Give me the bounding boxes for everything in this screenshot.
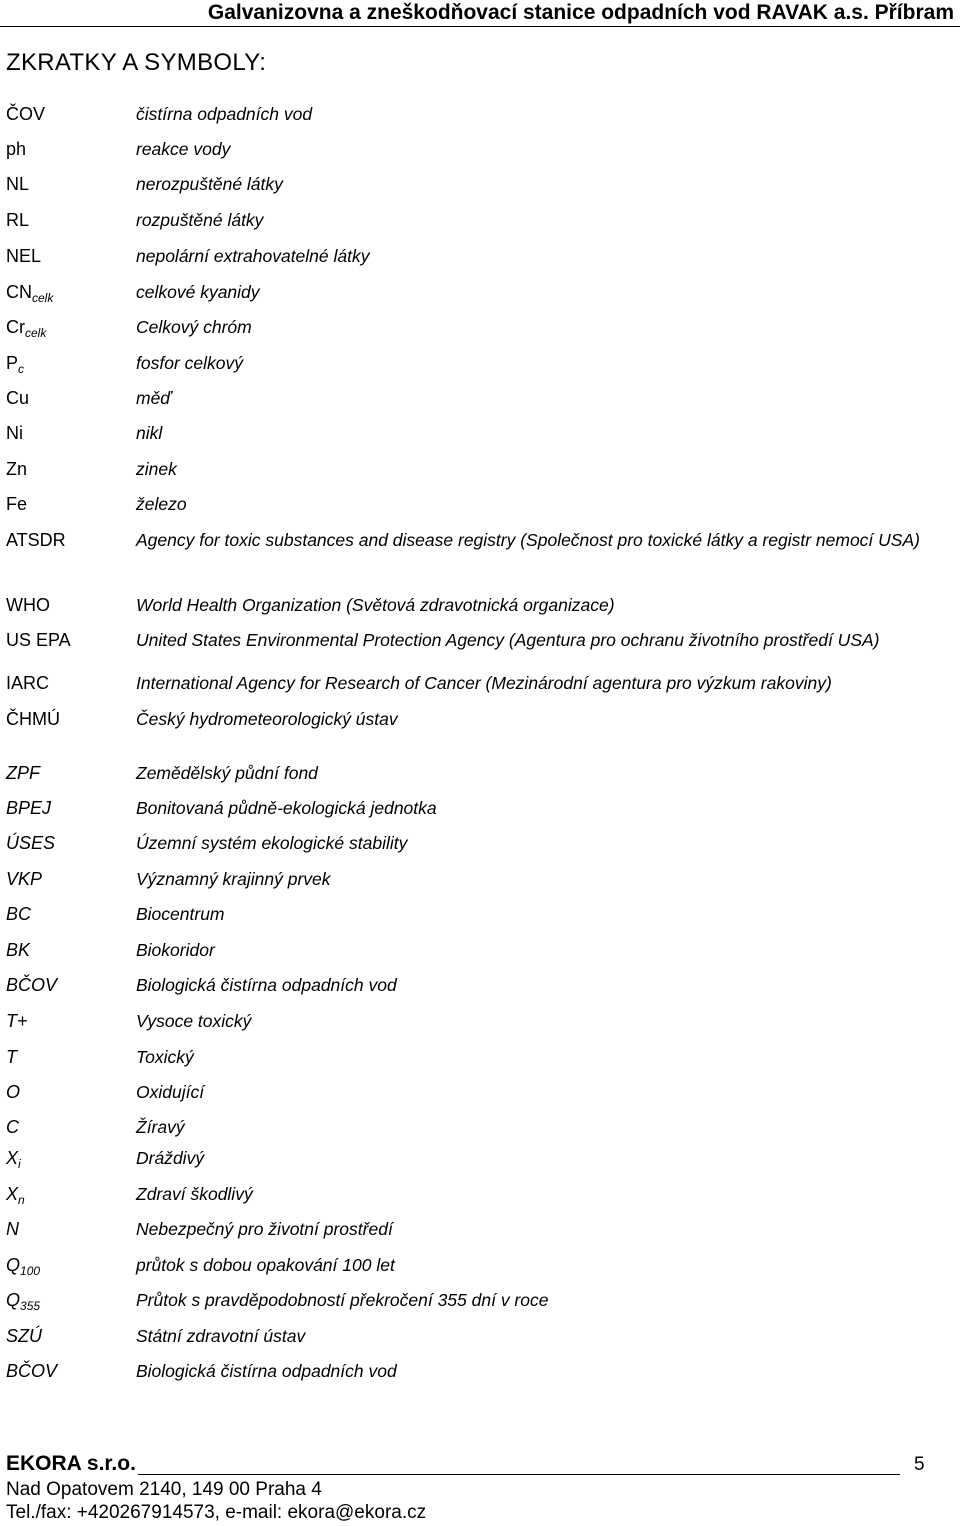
abbreviation-term — [6, 974, 57, 996]
abbreviation-definition: měď — [136, 388, 172, 408]
abbreviation-term — [6, 797, 51, 819]
abbreviation-symbol: BK — [6, 940, 31, 960]
abbreviation-symbol: C — [6, 1117, 19, 1137]
abbreviation-symbol: Ni — [6, 423, 23, 443]
abbreviation-definition: zinek — [136, 459, 177, 479]
abbreviation-subscript: c — [18, 362, 25, 376]
abbreviation-definition: Zemědělský půdní fond — [136, 763, 318, 783]
abbreviation-definition: Zdraví škodlivý — [136, 1184, 253, 1204]
abbreviation-definition: Agency for toxic substances and disease registry (Společnost pro toxické látky a registr nemocí USA) — [136, 530, 920, 550]
abbreviation-symbol: BČOV — [6, 1361, 58, 1381]
abbreviation-symbol: ZPF — [6, 763, 40, 783]
abbreviation-term — [6, 352, 24, 374]
abbreviation-term — [6, 529, 66, 551]
abbreviation-symbol: SZÚ — [6, 1326, 42, 1346]
abbreviation-symbol: BC — [6, 904, 32, 924]
abbreviation-term — [6, 629, 71, 651]
abbreviation-term — [6, 1254, 40, 1276]
abbreviation-definition: Oxidující — [136, 1082, 205, 1102]
abbreviation-symbol: NEL — [6, 246, 42, 266]
abbreviation-term — [6, 422, 23, 444]
abbreviation-term — [6, 939, 30, 961]
abbreviation-definition: nerozpuštěné látky — [136, 174, 283, 194]
abbreviation-definition: Průtok s pravděpodobností překročení 355 dní v roce — [136, 1290, 549, 1310]
abbreviation-symbol: ČHMÚ — [6, 709, 60, 729]
abbreviation-subscript: 100 — [20, 1264, 41, 1278]
abbreviation-symbol: IARC — [6, 673, 50, 693]
abbreviation-definition: Český hydrometeorologický ústav — [136, 709, 398, 729]
abbreviation-symbol: Fe — [6, 494, 28, 514]
abbreviation-symbol: BČOV — [6, 975, 58, 995]
abbreviation-definition: Biologická čistírna odpadních vod — [136, 1361, 397, 1381]
header-divider — [0, 26, 960, 27]
abbreviation-symbol: Cu — [6, 388, 30, 408]
abbreviation-symbol: N — [6, 1219, 19, 1239]
abbreviation-symbol: O — [6, 1082, 21, 1102]
abbreviation-term — [6, 762, 40, 784]
abbreviation-definition: nepolární extrahovatelné látky — [136, 246, 370, 266]
abbreviation-definition: Biocentrum — [136, 904, 225, 924]
section-title: ZKRATKY A SYMBOLY: — [6, 49, 267, 76]
abbreviation-definition: Státní zdravotní ústav — [136, 1326, 306, 1346]
abbreviation-term — [6, 1116, 19, 1138]
abbreviation-symbol: CN — [6, 282, 32, 302]
abbreviation-term — [6, 903, 31, 925]
abbreviation-subscript: i — [18, 1157, 21, 1171]
abbreviation-definition: Biokoridor — [136, 940, 215, 960]
abbreviation-symbol: WHO — [6, 595, 50, 615]
page-number: 5 — [914, 1454, 925, 1475]
abbreviation-definition: World Health Organization (Světová zdravotnická organizace) — [136, 595, 615, 615]
abbreviation-definition: rozpuštěné látky — [136, 210, 264, 230]
abbreviation-subscript: celk — [32, 291, 54, 305]
abbreviation-symbol: VKP — [6, 869, 43, 889]
abbreviation-definition: Celkový chróm — [136, 317, 252, 337]
abbreviation-symbol: NL — [6, 174, 30, 194]
abbreviation-term — [6, 173, 29, 195]
abbreviation-term — [6, 832, 55, 854]
abbreviation-symbol: ČOV — [6, 104, 46, 124]
abbreviation-term — [6, 138, 26, 160]
abbreviation-definition: čistírna odpadních vod — [136, 104, 313, 124]
abbreviation-symbol: ATSDR — [6, 530, 66, 550]
abbreviation-term — [6, 1289, 40, 1311]
abbreviation-subscript: celk — [25, 326, 47, 340]
running-header: Galvanizovna a zneškodňovací stanice odpadních vod RAVAK a.s. Příbram — [207, 1, 954, 24]
abbreviation-term — [6, 1218, 19, 1240]
abbreviation-term — [6, 458, 27, 480]
abbreviation-symbol: Q — [6, 1290, 21, 1310]
abbreviation-subscript: 355 — [20, 1299, 41, 1313]
abbreviation-definition: Žíravý — [136, 1117, 185, 1137]
abbreviation-definition: průtok s dobou opakování 100 let — [136, 1255, 395, 1275]
abbreviation-term — [6, 316, 46, 338]
abbreviation-definition: Nebezpečný pro životní prostředí — [136, 1219, 393, 1239]
footer-divider — [138, 1474, 900, 1475]
abbreviation-symbol: ph — [6, 139, 27, 159]
abbreviation-definition: International Agency for Research of Cancer (Mezinárodní agentura pro výzkum rakoviny) — [136, 673, 832, 693]
abbreviation-definition: Vysoce toxický — [136, 1011, 252, 1031]
abbreviation-term — [6, 672, 49, 694]
abbreviation-symbol: BPEJ — [6, 798, 52, 818]
abbreviation-term — [6, 1147, 21, 1169]
abbreviation-definition: celkové kyanidy — [136, 282, 260, 302]
footer-company-name: EKORA s.r.o. — [6, 1452, 136, 1475]
abbreviation-term — [6, 1183, 25, 1205]
abbreviation-definition: United States Environmental Protection Agency (Agentura pro ochranu životního prostředí USA) — [136, 630, 880, 650]
abbreviation-definition: Toxický — [136, 1047, 194, 1067]
abbreviation-term — [6, 1325, 42, 1347]
abbreviation-term — [6, 493, 27, 515]
abbreviation-term — [6, 281, 53, 303]
abbreviation-term — [6, 1010, 28, 1032]
abbreviation-term — [6, 103, 45, 125]
abbreviation-symbol: Cr — [6, 317, 25, 337]
abbreviation-symbol: RL — [6, 210, 30, 230]
abbreviation-definition: fosfor celkový — [136, 353, 243, 373]
abbreviation-term — [6, 708, 60, 730]
abbreviation-definition: železo — [136, 494, 187, 514]
abbreviation-symbol: T+ — [6, 1011, 28, 1031]
abbreviation-symbol: US EPA — [6, 630, 71, 650]
abbreviation-definition: Významný krajinný prvek — [136, 869, 331, 889]
abbreviation-definition: Bonitovaná půdně-ekologická jednotka — [136, 798, 437, 818]
footer-address: Nad Opatovem 2140, 149 00 Praha 4 — [6, 1479, 322, 1500]
abbreviation-term — [6, 209, 29, 231]
abbreviation-definition: Biologická čistírna odpadních vod — [136, 975, 397, 995]
abbreviation-term — [6, 387, 29, 409]
abbreviation-definition: Dráždivý — [136, 1148, 205, 1168]
abbreviation-term — [6, 245, 41, 267]
abbreviation-definition: nikl — [136, 423, 163, 443]
abbreviation-term — [6, 1081, 20, 1103]
abbreviation-symbol: P — [6, 353, 19, 373]
abbreviation-term — [6, 1046, 17, 1068]
abbreviation-definition: Územní systém ekologické stability — [136, 833, 408, 853]
abbreviation-symbol: ÚSES — [6, 833, 56, 853]
abbreviation-symbol: Zn — [6, 459, 28, 479]
abbreviation-term — [6, 868, 42, 890]
abbreviation-symbol: X — [6, 1148, 19, 1168]
abbreviation-symbol: Q — [6, 1255, 21, 1275]
abbreviation-term — [6, 1360, 57, 1382]
abbreviation-symbol: T — [6, 1047, 17, 1067]
abbreviation-term — [6, 594, 50, 616]
footer-contact: Tel./fax: +420267914573, e-mail: ekora@ekora.cz — [6, 1502, 427, 1523]
abbreviation-subscript: n — [18, 1193, 25, 1207]
abbreviation-definition: reakce vody — [136, 139, 231, 159]
abbreviation-symbol: X — [6, 1184, 19, 1204]
